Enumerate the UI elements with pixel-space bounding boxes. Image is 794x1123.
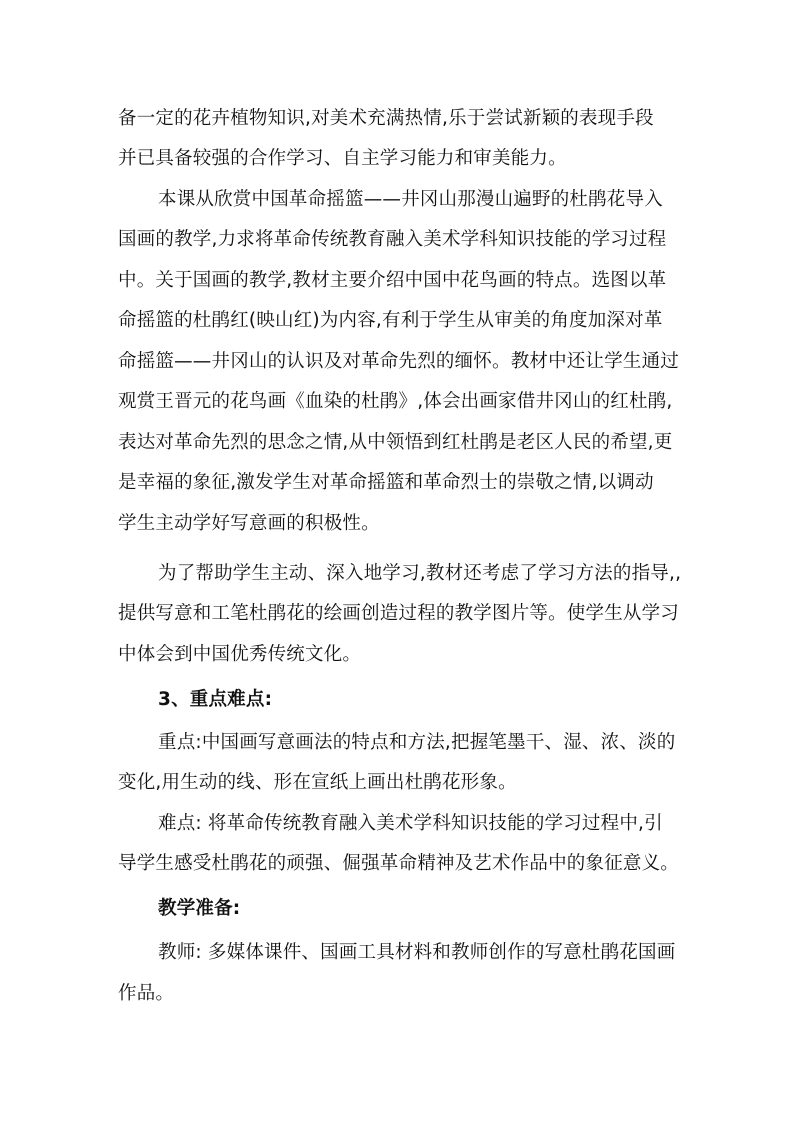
paragraph-start: 难点: 将革命传统教育融入美术学科知识技能的学习过程中,引 [158, 813, 663, 834]
text-line: 国画的教学,力求将革命传统教育融入美术学科知识技能的学习过程 [118, 229, 667, 250]
text-line: 命摇篮的杜鹃红(映山红)为内容,有利于学生从审美的角度加深对革 [118, 310, 663, 331]
text-line: 并已具备较强的合作学习、自主学习能力和审美能力。 [118, 148, 567, 169]
paragraph-start: 教师: 多媒体课件、国画工具材料和教师创作的写意杜鹃花国画 [158, 942, 676, 963]
section-heading-key-points: 3、重点难点: [158, 689, 273, 710]
text-line: 变化,用生动的线、形在宣纸上画出杜鹃花形象。 [118, 772, 517, 793]
section-heading-teaching-preparation: 教学准备: [158, 898, 241, 919]
text-line: 表达对革命先烈的思念之情,从中领悟到红杜鹃是老区人民的希望,更 [118, 432, 673, 453]
paragraph-start: 重点:中国画写意画法的特点和方法,把握笔墨干、湿、浓、淡的 [158, 732, 676, 753]
paragraph-start: 本课从欣赏中国革命摇篮——井冈山那漫山遍野的杜鹃花导入 [158, 189, 663, 210]
text-line: 是幸福的象征,激发学生对革命摇篮和革命烈士的崇敬之情,以调动 [118, 472, 654, 493]
text-line: 命摇篮——井冈山的认识及对革命先烈的缅怀。教材中还让学生通过 [118, 351, 680, 372]
text-line: 中。关于国画的教学,教材主要介绍中国中花鸟画的特点。选图以革 [118, 270, 667, 291]
text-line: 提供写意和工笔杜鹃花的绘画创造过程的教学图片等。使学生从学习 [118, 603, 680, 624]
paragraph-start: 为了帮助学生主动、深入地学习,教材还考虑了学习方法的指导,, [158, 563, 682, 584]
text-line: 学生主动学好写意画的积极性。 [118, 513, 380, 534]
text-line: 备一定的花卉植物知识,对美术充满热情,乐于尝试新颖的表现手段 [118, 108, 654, 129]
text-line: 中体会到中国优秀传统文化。 [118, 644, 362, 665]
text-line: 观赏王晋元的花鸟画《血染的杜鹃》,体会出画家借井冈山的红杜鹃, [118, 391, 673, 412]
text-line: 导学生感受杜鹃花的顽强、倔强革命精神及艺术作品中的象征意义。 [118, 853, 680, 874]
text-line: 作品。 [118, 983, 175, 1004]
